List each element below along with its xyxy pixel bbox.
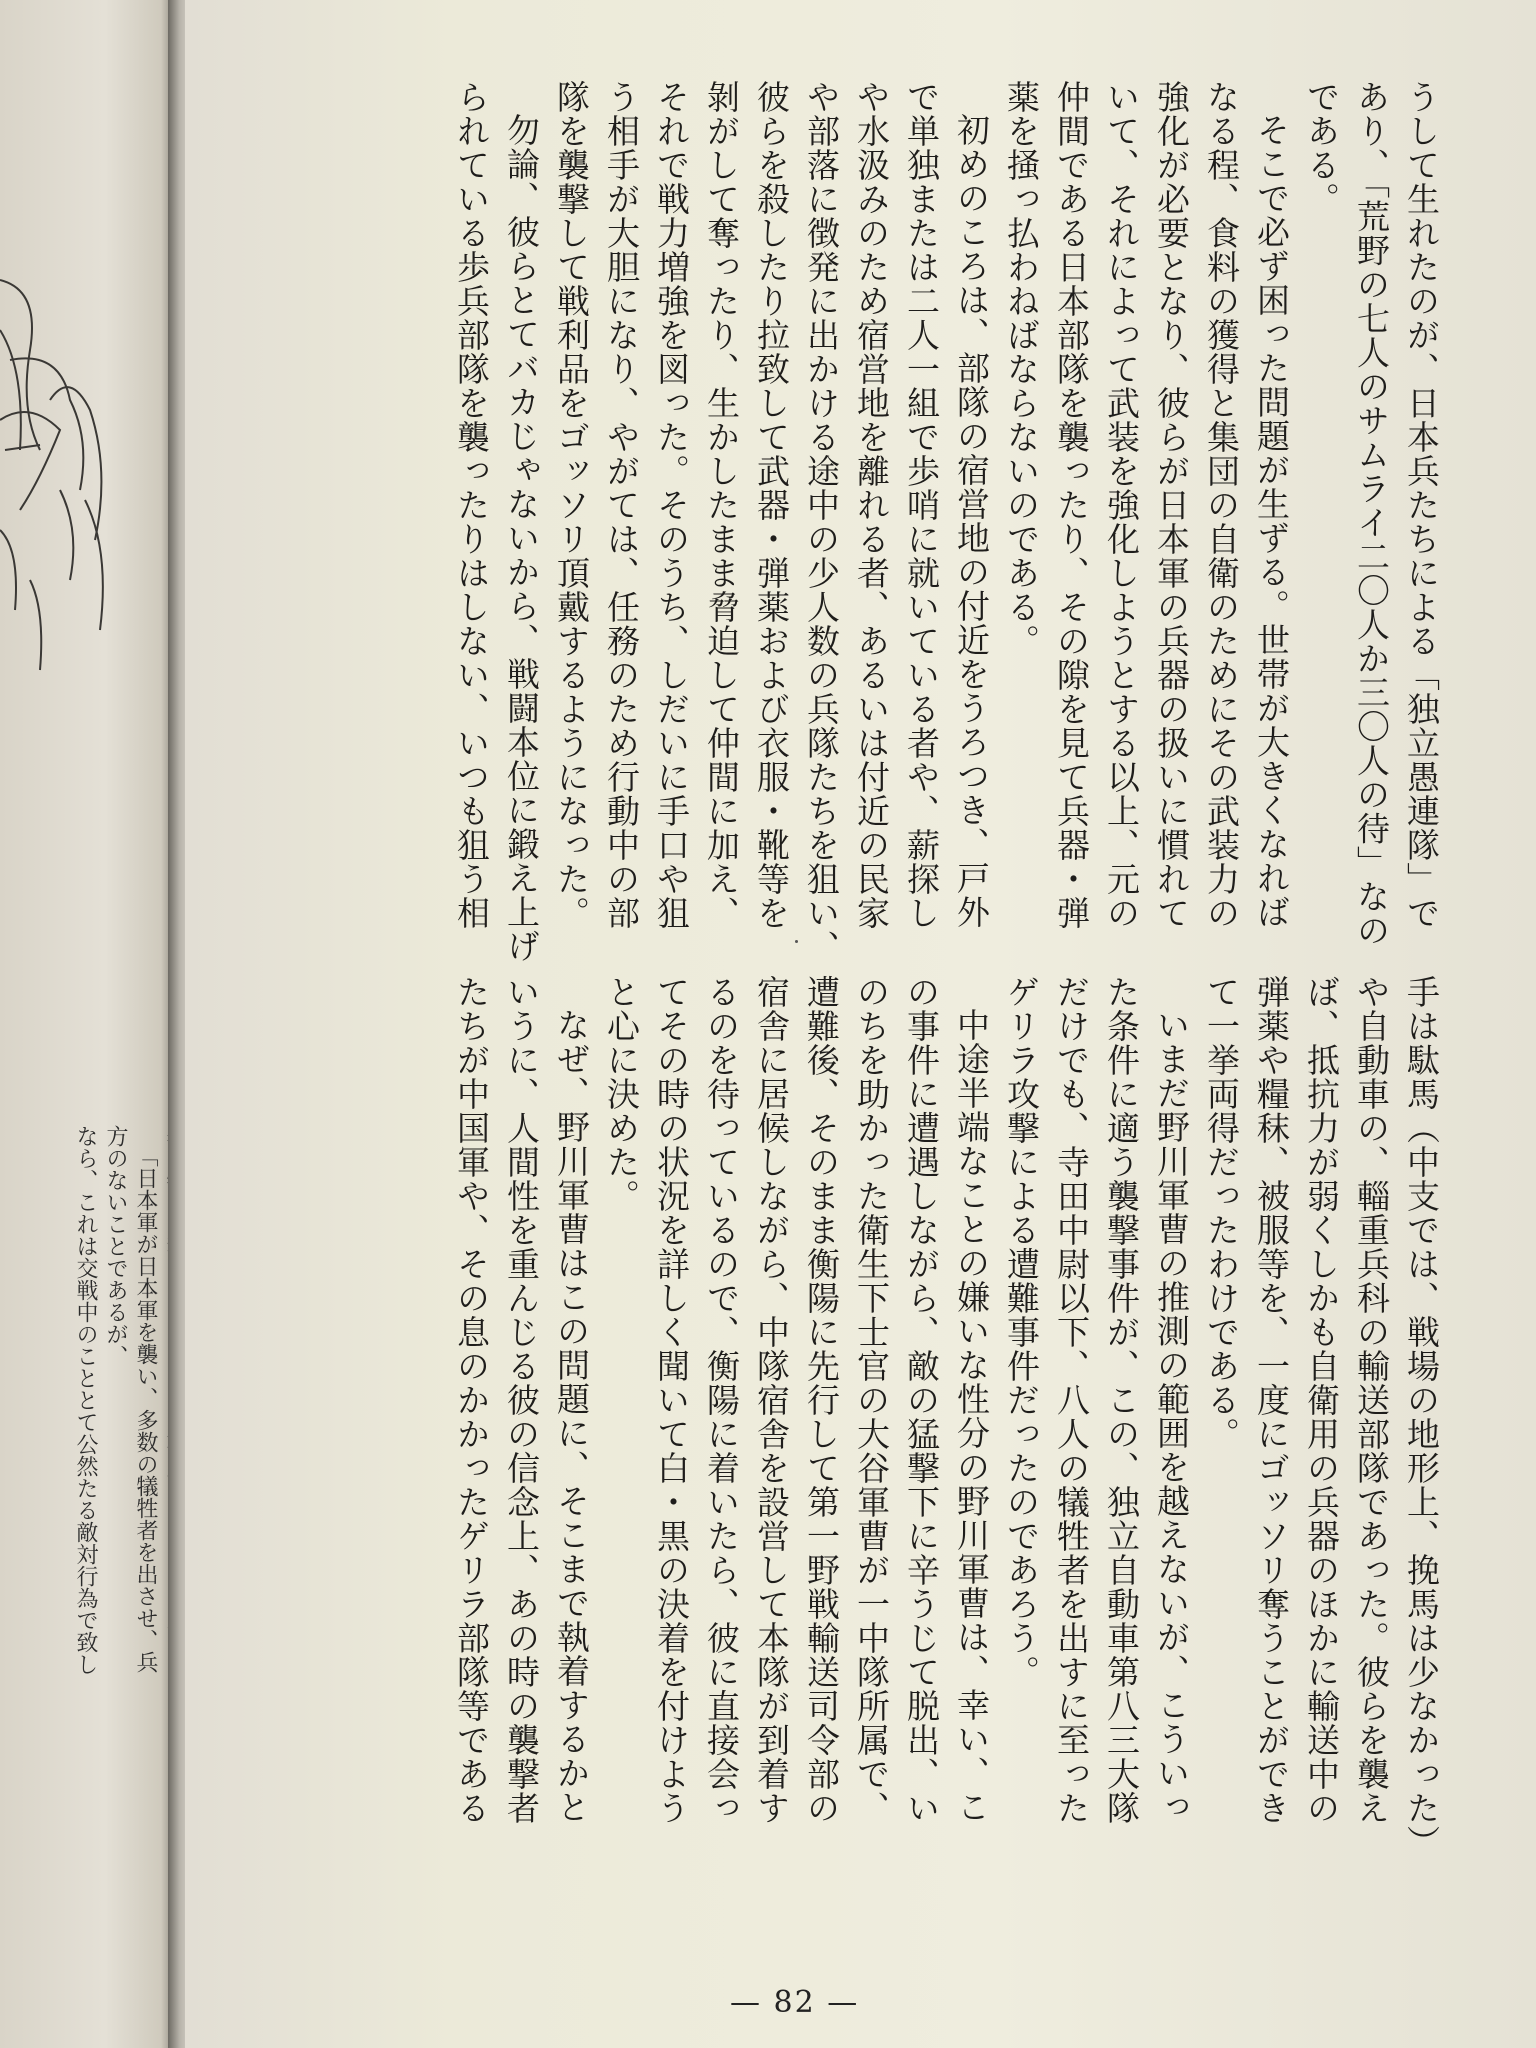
text-line: の事件に遭遇しながら、敵の猛撃下に辛うじて脱出、い (902, 975, 941, 1825)
text-line: ゲリラ攻撃による遭難事件だったのであろう。 (1002, 975, 1041, 1689)
text-line: るのを待っているので、衡陽に着いたら、彼に直接会っ (702, 975, 741, 1825)
page-number: — 82 — (730, 1985, 860, 2020)
text-line: 手は駄馬（中支では、戦場の地形上、挽馬は少なかった） (1402, 975, 1441, 1859)
text-line: 薬を掻っ払わねばならないのである。 (1002, 80, 1041, 658)
text-line: や水汲みのため宿営地を離れる者、あるいは付近の民家 (852, 80, 891, 930)
illustration-sketch (0, 250, 120, 710)
text-line: と心に決めた。 (602, 975, 641, 1213)
text-line: そこで必ず困った問題が生ずる。世帯が大きくなれば (1252, 113, 1291, 929)
text-line: いまだ野川軍曹の推測の範囲を越えないが、こういっ (1152, 1008, 1191, 1824)
text-line: う相手が大胆になり、やがては、任務のため行動中の部 (602, 80, 641, 930)
upper-text-block (366, 80, 1446, 964)
text-line: 仲間である日本部隊を襲ったり、その隙を見て兵器・弾 (1052, 80, 1091, 930)
text-line: や部落に徴発に出かける途中の少人数の兵隊たちを狙い、 (802, 80, 841, 964)
text-line: いうに、人間性を重んじる彼の信念上、あの時の襲撃者 (502, 975, 541, 1825)
left-page-line: なら、これは交戦中のこととて公然たる敵対行為で致し (73, 1125, 98, 1675)
text-line: 剝がして奪ったり、生かしたまま脅迫して仲間に加え、 (702, 80, 741, 930)
left-page-line: 「日本軍が日本軍を襲い、多数の犠牲者を出させ、兵 (133, 1145, 158, 1673)
text-line: 勿論、彼らとてバカじゃないから、戦闘本位に鍛え上げ (502, 113, 541, 963)
text-line: である。 (1302, 80, 1341, 216)
text-line: 彼らを殺したり拉致して武器・弾薬および衣服・靴等を (752, 80, 791, 930)
text-line: 中途半端なことの嫌いな性分の野川軍曹は、幸い、こ (952, 1008, 991, 1824)
text-line: いて、それによって武装を強化しようとする以上、元の (1102, 80, 1141, 930)
text-line: それで戦力増強を図った。そのうち、しだいに手口や狙 (652, 80, 691, 930)
text-line: や自動車の、輜重兵科の輸送部隊であった。彼らを襲え (1352, 975, 1391, 1825)
text-line: なぜ、野川軍曹はこの問題に、そこまで執着するかと (552, 1008, 591, 1824)
text-line: 隊を襲撃して戦利品をゴッソリ頂戴するようになった。 (552, 80, 591, 930)
lower-text-block (366, 975, 1446, 1875)
text-line: で単独または二人一組で歩哨に就いている者や、薪探し (902, 80, 941, 930)
text-line: てその時の状況を詳しく聞いて白・黒の決着を付けよう (652, 975, 691, 1825)
text-line: なる程、食料の獲得と集団の自衛のためにその武装力の (1202, 80, 1241, 930)
print-speck (795, 940, 798, 943)
text-line: られている歩兵部隊を襲ったりはしない、いつも狙う相 (452, 80, 491, 930)
book-page (185, 0, 1536, 2048)
text-line: だけでも、寺田中尉以下、八人の犠牲者を出すに至った (1052, 975, 1091, 1825)
text-line: 弾薬や糧秣、被服等を、一度にゴッソリ奪うことができ (1252, 975, 1291, 1825)
left-page-line: 方のないことであるが、 (103, 1125, 128, 1367)
text-line: うして生れたのが、日本兵たちによる「独立愚連隊」で (1402, 80, 1441, 930)
previous-page-edge (0, 0, 175, 2048)
text-line: たちが中国軍や、その息のかかったゲリラ部隊等である (452, 975, 491, 1825)
text-line: 強化が必要となり、彼らが日本軍の兵器の扱いに慣れて (1152, 80, 1191, 930)
text-line: 初めのころは、部隊の宿営地の付近をうろつき、戸外 (952, 113, 991, 929)
text-line: た条件に適う襲撃事件が、この、独立自動車第八三大隊 (1102, 975, 1141, 1825)
text-line: 宿舎に居候しながら、中隊宿舎を設営して本隊が到着す (752, 975, 791, 1825)
text-line: て一挙両得だったわけである。 (1202, 975, 1241, 1451)
text-line: あり、「荒野の七人のサムライ二〇人か三〇人の待」なの (1352, 80, 1391, 948)
text-line: ば、抵抗力が弱くしかも自衛用の兵器のほかに輸送中の (1302, 975, 1341, 1825)
text-line: のちを助かった衛生下士官の大谷軍曹が一中隊所属で、 (852, 975, 891, 1825)
text-line: 遭難後、そのまま衡陽に先行して第一野戦輸送司令部の (802, 975, 841, 1825)
